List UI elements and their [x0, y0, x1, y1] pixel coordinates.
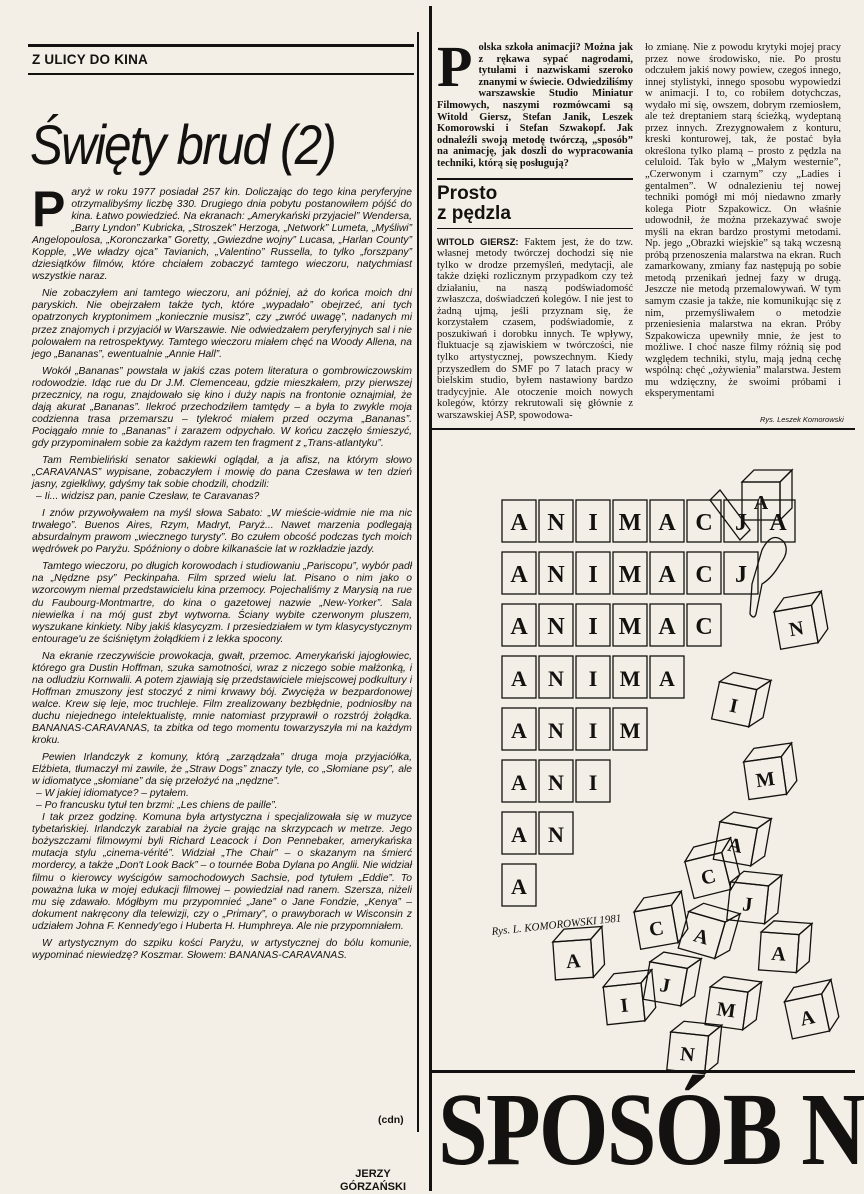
paragraph: Wokół „Bananas” powstała w jakiś czas potem literatura o gombrowiczowskim rodowodzie. Idąc rue du Dr J.M. Clemenceau, gdzie mieszkałem, przy pierwszej przecznicy, na rogu, znajdowało się kino i duży napis na frontonie oznajmiał, że dają akurat „Bananas”. Ilekroć przechodziłem tamtędy – a była to zwykle moja codzienna trasa przemarszu – tylekroć miałem przed oczyma „Bananas”. Pociągało mnie to „Bananas” i zarazem odpychało. W końcu zaczęło śmieszyć, gdy przypominałem sobie za każdym razem ten fragment z „Trans-atlantyku”. [32, 365, 412, 449]
block-letter: M [619, 718, 641, 743]
svg-text:M: M [715, 998, 738, 1023]
block-letter: N [547, 562, 565, 588]
letter-cube [667, 1020, 722, 1075]
letter-cube [552, 927, 605, 980]
paragraph: I tak przez godzinę. Komuna była artystyczna i specjalizowała się w muzyce tybetańskiej. Irlandczyk zarabiał na życie grając na skrzypcach w metrze. Jego bożyszczami filmowymi byli Richard Leacock i Don Pennebaker, amerykańska mutacja stylu „cinema-vérité”. Widział „The Chair” – o skazanym na śmierć mordercy, a także „Don't Look Back” – o tournée Boba Dylana po Anglii. Nie widział filmu o kierowcy wyścigów samochodowych Sachsie, pod tytułem „Eddie”. To poważna luka w mojej edukacji filmowej – powiedział nad ranem. Szersza, niżeli mu się zdawało. Mógłbym mu przypomnieć „Jane” o Jane Fondzie, „Kenya” – dokument nakręcony dla telewizji, czy o „Primary”, o prawyborach w Wisconsin z udziałem Johna F. Kennedy'ego i Huberta H. Humphreya. Ale nie przypomniałem. [32, 812, 412, 932]
paragraph: Paryż w roku 1977 posiadał 257 kin. Doliczając do tego kina peryferyjne otrzymalibyśmy liczbę 330. Drugiego dnia pobytu postanowiłem pójść do kina. Łatwo powiedzieć. Na ekranach: „Amerykański przyjaciel” Wendersa, „Barry Lyndon” Kubricka, „Stroszek” Herzoga, „Network” Lumeta, „Myśliwi” Angelopoulosa, „Koronczarka” Goretty, „Gwiezdne wojny” Lucasa, „Harlan County” Kopple, „We władzy ojca” Tavianich, „Valentino” Russella, to tylko „forszpany” dziesiątków filmów, które chciałem zobaczyć tamtego wieczoru, natychmiast wszystkie naraz. [32, 181, 412, 283]
author-name: JERZY GÓRZAŃSKI [340, 1168, 406, 1193]
block-letter: I [588, 510, 598, 536]
letter-cube [602, 970, 657, 1025]
block-letter: A [511, 718, 527, 743]
block-letter: C [695, 614, 713, 640]
svg-text:N: N [787, 617, 806, 642]
article-body [32, 181, 412, 967]
block-letter: I [588, 614, 598, 640]
block-letter: A [769, 510, 787, 536]
block-letter: A [658, 562, 676, 588]
block-letter: M [618, 562, 642, 588]
paragraph: Nie zobaczyłem ani tamtego wieczoru, ani później, aż do końca moich dni paryskich. Nie obejrzałem także tych, które „wypadało” obejrzeć, ani tych opatrzonych kryptonimem „koniecznie musisz”, czy „zwróć uwagę”, nadanych mi przez znajomych i przyjaciół w Warszawie. Nie odwiedzałem peryferyjnych sal i nie polowałem na retrospektywy. Tamtego wieczoru miałem chęć na Woody Allena, na jego „Bananas”, ewentualnie „Annie Hall”. [32, 288, 412, 360]
block-letter: A [511, 770, 527, 795]
letter-cube [712, 670, 771, 729]
svg-text:A: A [753, 492, 769, 514]
letter-cube [782, 980, 841, 1039]
paragraph: Pewien Irlandczyk z komuny, którą „zarządzała” druga moja przyjaciółka, Elżbieta, tłumaczył mi zawile, że „Straw Dogs” znaczy tyle, co „Słomiane psy”, ale w idiomatyce „słomiane” da się przełożyć na „nędzne”. [32, 752, 412, 788]
block-letter: M [618, 614, 642, 640]
paragraph: – W jakiej idiomatyce? – pytałem. [36, 788, 189, 800]
block-letter: A [658, 614, 676, 640]
illustration-credit: Rys. Leszek Komorowski [760, 415, 844, 424]
big-headline-clip [432, 1072, 864, 1191]
paragraph: – Ii... widzisz pan, panie Czesław, te Caravanas? [36, 491, 260, 503]
block-letter: A [658, 510, 676, 536]
svg-text:A: A [798, 1006, 817, 1031]
svg-text:I: I [619, 994, 630, 1018]
block-letter: M [619, 666, 641, 691]
svg-text:M: M [754, 767, 777, 793]
svg-text:J: J [658, 974, 672, 998]
paragraph: Tamtego wieczoru, po długich korowodach i studiowaniu „Pariscopu”, wybór padł na „Nędzne psy” Peckinpaha. Film sprzed wielu lat. Pisano o nim jako o wzorcowym niemal przedstawicielu kina przemocy. Pojechaliśmy z Marysią na rue du Faubourg-Montmartre, do kina o gazetowej nazwie „New-Yorker”. Sala niewielka i na mój gust zbyt wytworna. Ściany wybite czerwonym pluszem, wyszukane kinkiety. Niby jakiś klasycyzm. I przesiedziałem w tym klasycystycznym entourage'u ze ściśniętym żołądkiem i z lekka spocony. [32, 561, 412, 645]
block-letter: N [548, 718, 564, 743]
paragraph: Na ekranie rzeczywiście prowokacja, gwałt, przemoc. Amerykański jajogłowiec, którego gra Dustin Hoffman, szuka samotności, wraz z niczego sobie małżonką, i na odludziu Kornwalii. A potem zjawiają się przedstawiciele miejscowej podkultury i Hoffman zmuszony jest stoczyć z nimi krwawy bój. Zwycięża w bezpardonowej walce. Krew się leje, moc truchleje. Film zrealizowany bezbłędnie, podniosłby na duchu niejednego intelektualistę, mnie natomiast przyprawił o rozstrój żołądka. BANANAS-CARAVANAS, ta zbitka od tego momentu towarzyszyła mi na każdym kroku. [32, 650, 412, 747]
block-letter: N [548, 666, 564, 691]
block-letter: J [735, 510, 747, 536]
section-rule [28, 73, 414, 75]
block-letter: N [548, 770, 564, 795]
svg-text:A: A [770, 942, 787, 966]
block-letter: C [695, 562, 713, 588]
block-letter: C [695, 510, 713, 536]
letter-cube [772, 591, 830, 649]
big-headline: SPOSÓB N [438, 1072, 864, 1187]
svg-text:A: A [565, 950, 582, 974]
section-label: Z ULICY DO KINA [32, 52, 149, 67]
block-letter: A [511, 666, 527, 691]
interview-text-continued: ło zmianę. Nie z powodu krytyki mojej pracy przez nowe środowisko, nie. Po prostu odczułem jakiś nowy powiew, czegoś innego, innej stylistyki, innego sposobu wypowiedzi w animacji. I to, co robiłem dotychczas, wydało mi się, owszem, dobrym rzemiosłem, ale też dreptaniem starą ścieżką, wydeptaną przez innych. Zrezygnowałem z konturu, kreski konturowej, tak, że postać była określona tylko plamą – prosto z pędzla na celuloid. Tak było w „Małym westernie”, „Czerwonym i czarnym” czy „Ladies i gentalmen”. W odnalezieniu tej nowej techniki pomógł mi mój niedawno zmarły kolega Piotr Szpakowicz. On właśnie udowodnił, że można przekazywać swoje myśli na ekran bardzo prostymi metodami. Np. jego „Obrazki wiejskie” są taką wczesną próbą przenoszenia malarstwa na ekran. Ruch zamarkowany, zmiany faz następują po sobie metodą przenikań jednej fazy w drugą. Jeszcze nie metodą przemalowywań. W tym samym czasie ja także, nie komunikując się z nim, przemyśliwałem o metodzie przeniesienia malarstwa na ekran. Próby Szpakowicza upewniły mnie, że jest to możliwe. I choć nasze filmy różnią się pod względem techniki, stylu, mają jedną cechę wspólną: chęć „ożywienia” malarstwa. Jestem mu wdzięczny, że swoimi próbami i eksperymentami [645, 42, 841, 400]
subhead-rule [437, 178, 633, 180]
paragraph: W artystycznym do szpiku kości Paryżu, w artystycznej do bólu komunie, wypominać niewiedzę? Koszmar. Słowem: BANANAS-CARAVANAS. [32, 937, 412, 961]
drop-cap: P [32, 181, 66, 237]
block-letter: A [659, 666, 675, 691]
block-letter: N [547, 510, 565, 536]
block-letter: I [588, 666, 598, 691]
block-letter: A [511, 874, 527, 899]
block-letter: N [547, 614, 565, 640]
svg-text:I: I [727, 694, 740, 718]
block-letter: A [510, 562, 528, 588]
svg-text:J: J [741, 893, 754, 917]
animation-letters-illustration [432, 430, 855, 1067]
letter-cube [759, 920, 812, 973]
svg-text:A: A [725, 833, 745, 858]
block-letter: A [510, 510, 528, 536]
paragraph: Tam Rembieliński senator sakiewki oglądał, a ja afisz, na którym słowo „CARAVANAS” wypisane, zobaczyłem i mowię do pana Czesława w ten dzień jasny, zgiełkliwy, gdyśmy tak sobie chodzili, chodzili: [32, 454, 412, 491]
block-letter: I [588, 770, 598, 795]
svg-text:C: C [698, 865, 719, 890]
svg-text:N: N [679, 1043, 696, 1067]
block-letter: M [618, 510, 642, 536]
letter-cube [678, 900, 740, 962]
block-letter: I [588, 718, 598, 743]
subheading: Prosto z pędzla [437, 182, 511, 224]
lead-paragraph: Polska szkoła animacji? Można jak z rękawa sypać nagrodami, tytułami i nazwiskami szeroko znanymi w świecie. Odwiedziliśmy warszawskie Studio Miniatur Filmowych, naszymi rozmówcami są Witold Giersz, Stefan Janik, Leszek Komorowski i Stefan Szwakopf. Jak odnaleźli swoją metodę twórczą, „sposób” na animację, jak doszli do wypracowania techniki, którą się posługują? [437, 34, 634, 169]
block-letter: A [511, 822, 527, 847]
column-divider [417, 32, 419, 1132]
paragraph: I znów przywoływałem na myśl słowa Sabato: „W mieście-widmie nie ma nic trwałego”. Buenos Aires, Rzym, Madryt, Paryż... Nawet marzenia podlegają absurdalnym prawom „wiecznego turysty”. Bo czułem obcość podczas tych moich wędrówek po Paryżu. Spóźniony o dobre kilkanaście lat w rozkładzie jazdy. [32, 508, 412, 556]
paragraph: – Po francusku tytuł ten brzmi: „Les chiens de paille”. [36, 800, 278, 812]
top-rule [28, 44, 414, 47]
letter-cube [713, 810, 771, 868]
continued-note: (cdn) [378, 1114, 404, 1126]
right-column-a [437, 34, 634, 421]
letter-cube [742, 743, 798, 799]
interview-text: WITOLD GIERSZ: Faktem jest, że do tzw. własnej metody twórczej dochodzi się nie tylko w drodze przemyśleń, medytacji, ale także dzięki rozlicznym przypadkom czy też działaniu, na naszą podświadomość zwłaszcza, doświadczeń kolegów. I nie jest to żadną ujmą, jeśli przyznam się, że korzystałem czasem, podświadomie, z poszukiwań i dorobku innych. Te wpływy, fluktuacje są zjawiskiem w twórczości, nie tylko artystycznej, powszechnym. Kiedy przyszedłem do SMF po 7 latach pracy w bielskim studio, byłem nastawiony bardzo tradycyjnie. Ale otoczenie moich nowych kolegów, którzy rekrutowali się głównie z warszawskiej ASP, spowodowa- [437, 236, 633, 421]
subhead-rule [437, 228, 633, 229]
lead-drop-cap: P [437, 34, 473, 99]
block-letter: A [510, 614, 528, 640]
letter-cube [643, 950, 701, 1008]
svg-text:C: C [647, 917, 666, 942]
letter-cube [705, 975, 761, 1031]
hand-drawing [750, 538, 786, 618]
article-headline: Święty brud (2) [30, 113, 335, 176]
block-letter: N [548, 822, 564, 847]
right-column-b [645, 42, 841, 400]
svg-text:A: A [691, 924, 712, 950]
block-letter: I [588, 562, 598, 588]
signature: Rys. L. KOMOROWSKI 1981 [491, 912, 622, 938]
block-letter: J [735, 562, 747, 588]
letter-cube [632, 891, 690, 949]
